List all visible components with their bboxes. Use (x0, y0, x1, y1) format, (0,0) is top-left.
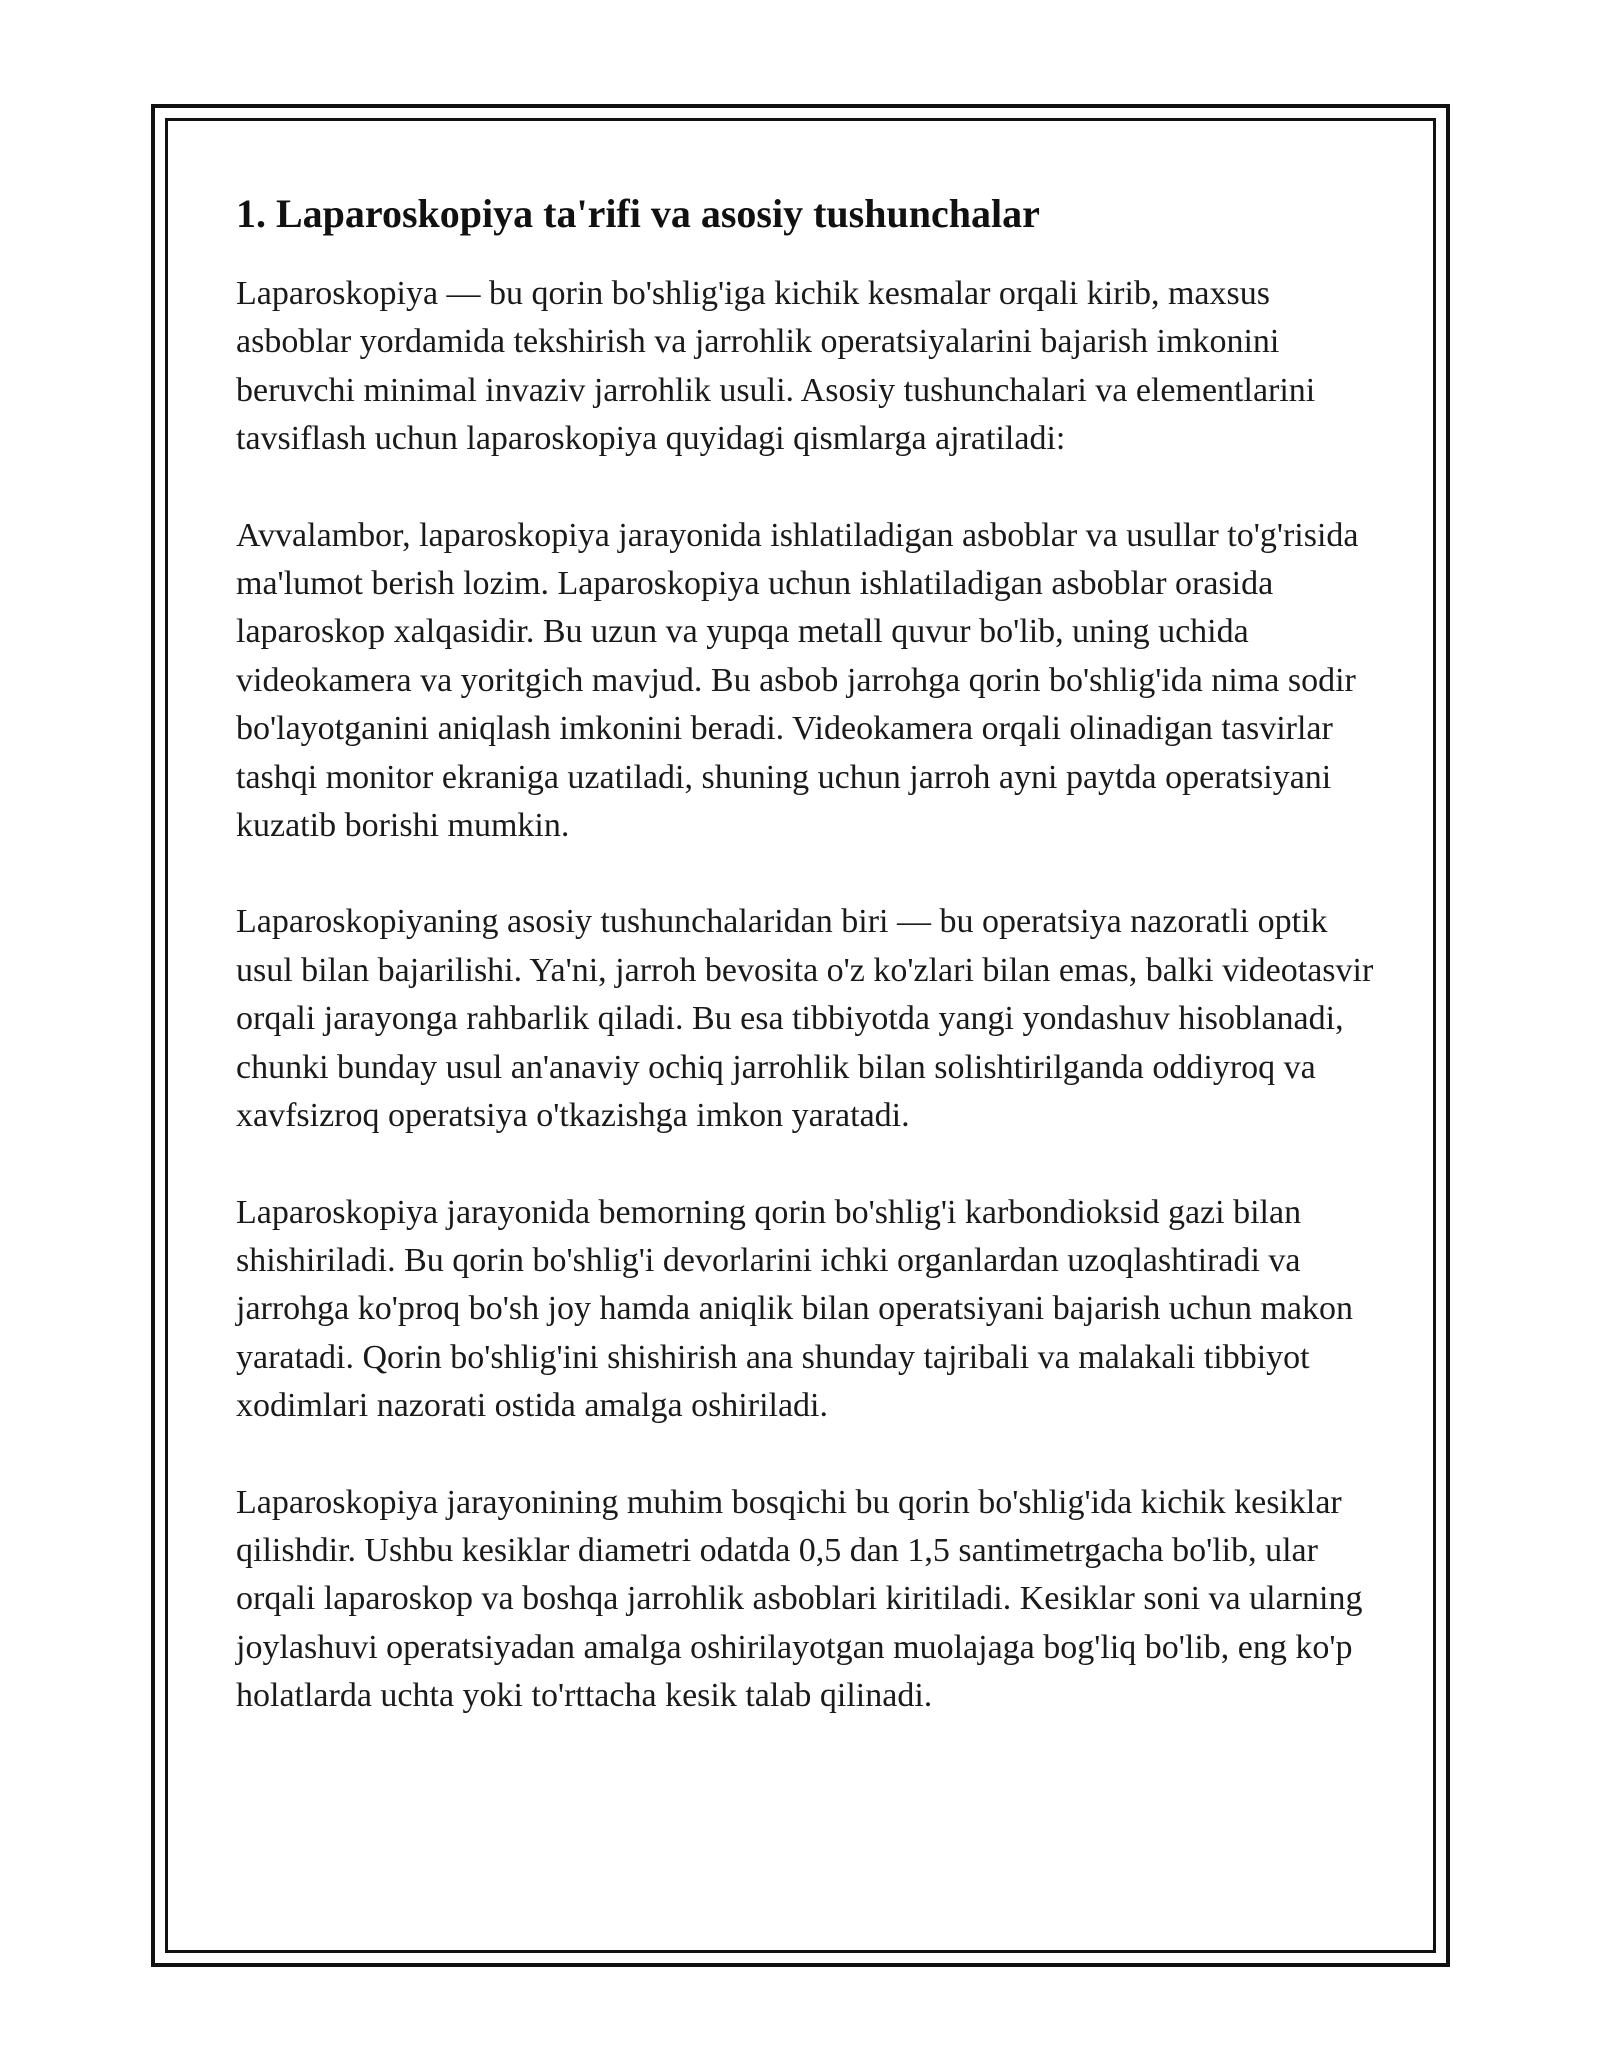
paragraph-2: Avvalambor, laparoskopiya jarayonida ishlatiladigan asboblar va usullar to'g'risida ma'lumot berish lozim. Laparoskopiya uchun ishlatiladigan asboblar orasida laparoskop xalqasidir. Bu uzun va yupqa metall quvur bo'lib, uning uchida videokamera va yoritgich mavjud. Bu asbob jarrohga qorin bo'shlig'ida nima sodir bo'layotganini aniqlash imkonini beradi. Videokamera orqali olinadigan tasvirlar tashqi monitor ekraniga uzatiladi, shuning uchun jarroh ayni paytda operatsiyani kuzatib borishi mumkin. (236, 516, 1359, 845)
paragraph-4: Laparoskopiya jarayonida bemorning qorin bo'shlig'i karbondioksid gazi bilan shishiriladi. Bu qorin bo'shlig'i devorlarini ichki organlardan uzoqlashtiradi va jarrohga ko'proq bo'sh joy hamda aniqlik bilan operatsiyani bajarish uchun makon yaratadi. Qorin bo'shlig'ini shishirish ana shunday tajribali va malakali tibbiyot xodimlari nazorati ostida amalga oshiriladi. (236, 1193, 1353, 1425)
section-heading: 1. Laparoskopiya ta'rifi va asosiy tushunchalar (236, 191, 1040, 236)
document-body (236, 188, 1376, 1769)
paragraph-3: Laparoskopiyaning asosiy tushunchalaridan biri — bu operatsiya nazoratli optik usul bilan bajarilishi. Ya'ni, jarroh bevosita o'z ko'zlari bilan emas, balki videotasvir orqali jarayonga rahbarlik qiladi. Bu esa tibbiyotda yangi yondashuv hisoblanadi, chunki bunday usul an'anaviy ochiq jarrohlik bilan solishtirilganda oddiyroq va xavfsizroq operatsiya o'tkazishga imkon yaratadi. (236, 903, 1374, 1135)
paragraph-1: Laparoskopiya — bu qorin bo'shlig'iga kichik kesmalar orqali kirib, maxsus asboblar yordamida tekshirish va jarrohlik operatsiyalarini bajarish imkonini beruvchi minimal invaziv jarrohlik usuli. Asosiy tushunchalari va elementlarini tavsiflash uchun laparoskopiya quyidagi qismlarga ajratiladi: (236, 275, 1316, 458)
paragraph-5: Laparoskopiya jarayonining muhim bosqichi bu qorin bo'shlig'ida kichik kesiklar qilishdir. Ushbu kesiklar diametri odatda 0,5 dan 1,5 santimetrgacha bo'lib, ular orqali laparoskop va boshqa jarrohlik asboblari kiritiladi. Kesiklar soni va ularning joylashuvi operatsiyadan amalga oshirilayotgan muolajaga bog'liq bo'lib, eng ko'p holatlarda uchta yoki to'rttacha kesik talab qilinadi. (236, 1483, 1363, 1715)
